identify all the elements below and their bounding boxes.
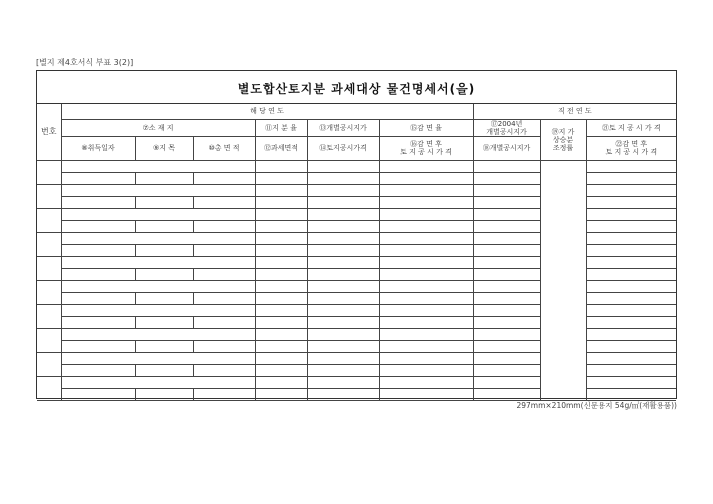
year-2004-price-cell[interactable] bbox=[473, 280, 540, 292]
land-official-price-cell[interactable] bbox=[307, 292, 379, 304]
header-land-price-rise-label: ⑲지 가 bbox=[551, 127, 575, 136]
taxable-area-cell[interactable] bbox=[255, 316, 307, 328]
header-after-reduction-sub: 토 지 공 시 가 격 bbox=[400, 148, 452, 156]
individual-price-prev-cell[interactable] bbox=[473, 388, 540, 400]
land-official-price-cell[interactable] bbox=[307, 268, 379, 280]
share-ratio-cell[interactable] bbox=[255, 280, 307, 292]
land-price-rise-cell[interactable] bbox=[540, 160, 586, 400]
location-cell[interactable] bbox=[61, 256, 255, 268]
location-cell[interactable] bbox=[61, 232, 255, 244]
after-reduction-prev-cell[interactable] bbox=[586, 244, 676, 256]
land-official-price-cell[interactable] bbox=[307, 388, 379, 400]
header-year-2004-label: ⑰2004년 bbox=[490, 119, 523, 128]
header-land-price-rise-sub2: 조정률 bbox=[552, 143, 574, 152]
after-reduction-cell[interactable] bbox=[379, 196, 473, 208]
land-category-cell[interactable] bbox=[135, 316, 193, 328]
share-ratio-cell[interactable] bbox=[255, 304, 307, 316]
taxable-area-cell[interactable] bbox=[255, 340, 307, 352]
after-reduction-cell[interactable] bbox=[379, 244, 473, 256]
individual-price-prev-cell[interactable] bbox=[473, 244, 540, 256]
reduction-rate-cell[interactable] bbox=[379, 256, 473, 268]
after-reduction-cell[interactable] bbox=[379, 172, 473, 184]
taxable-area-cell[interactable] bbox=[255, 292, 307, 304]
taxable-area-cell[interactable] bbox=[255, 364, 307, 376]
prev-land-price-cell[interactable] bbox=[586, 328, 676, 340]
entry-number-cell[interactable] bbox=[37, 328, 61, 352]
year-2004-price-cell[interactable] bbox=[473, 352, 540, 364]
after-reduction-cell[interactable] bbox=[379, 220, 473, 232]
entry-number-cell[interactable] bbox=[37, 280, 61, 304]
reduction-rate-cell[interactable] bbox=[379, 184, 473, 196]
reduction-rate-cell[interactable] bbox=[379, 208, 473, 220]
after-reduction-prev-cell[interactable] bbox=[586, 340, 676, 352]
location-cell[interactable] bbox=[61, 160, 255, 172]
individual-price-cell[interactable] bbox=[307, 160, 379, 172]
acquisition-date-cell[interactable] bbox=[61, 172, 135, 184]
prev-land-price-cell[interactable] bbox=[586, 376, 676, 388]
land-category-cell[interactable] bbox=[135, 244, 193, 256]
header-after-reduction-prev-sub: 토 지 공 시 가 격 bbox=[605, 148, 658, 156]
share-ratio-cell[interactable] bbox=[255, 184, 307, 196]
after-reduction-cell[interactable] bbox=[379, 292, 473, 304]
taxable-area-cell[interactable] bbox=[255, 268, 307, 280]
after-reduction-prev-cell[interactable] bbox=[586, 196, 676, 208]
header-share-ratio: ⑪지 분 율 bbox=[255, 119, 307, 136]
entry-number-cell[interactable] bbox=[37, 232, 61, 256]
header-individual-price-prev: ⑱개별공시지가 bbox=[473, 136, 540, 160]
prev-land-price-cell[interactable] bbox=[586, 256, 676, 268]
acquisition-date-cell[interactable] bbox=[61, 340, 135, 352]
reduction-rate-cell[interactable] bbox=[379, 352, 473, 364]
header-location: ⑦소 재 지 bbox=[61, 119, 255, 136]
after-reduction-cell[interactable] bbox=[379, 388, 473, 400]
header-number: 번호 bbox=[37, 104, 61, 160]
year-2004-price-cell[interactable] bbox=[473, 256, 540, 268]
after-reduction-prev-cell[interactable] bbox=[586, 364, 676, 376]
header-after-reduction-label: ⑯감 면 후 bbox=[410, 140, 442, 148]
land-category-cell[interactable] bbox=[135, 268, 193, 280]
acquisition-date-cell[interactable] bbox=[61, 292, 135, 304]
header-reduction-rate: ⑮감 면 율 bbox=[379, 119, 473, 136]
land-official-price-cell[interactable] bbox=[307, 220, 379, 232]
total-area-cell[interactable] bbox=[193, 388, 255, 400]
total-area-cell[interactable] bbox=[193, 292, 255, 304]
year-2004-price-cell[interactable] bbox=[473, 160, 540, 172]
land-category-cell[interactable] bbox=[135, 220, 193, 232]
after-reduction-cell[interactable] bbox=[379, 268, 473, 280]
header-current-year: 해 당 연 도 bbox=[61, 104, 473, 119]
entry-number-cell[interactable] bbox=[37, 256, 61, 280]
total-area-cell[interactable] bbox=[193, 316, 255, 328]
after-reduction-prev-cell[interactable] bbox=[586, 388, 676, 400]
reduction-rate-cell[interactable] bbox=[379, 328, 473, 340]
header-acquisition-date: ⑧취득일자 bbox=[61, 136, 135, 160]
year-2004-price-cell[interactable] bbox=[473, 184, 540, 196]
property-table bbox=[37, 104, 676, 401]
after-reduction-cell[interactable] bbox=[379, 364, 473, 376]
individual-price-cell[interactable] bbox=[307, 232, 379, 244]
land-category-cell[interactable] bbox=[135, 364, 193, 376]
form-box bbox=[36, 70, 677, 399]
individual-price-prev-cell[interactable] bbox=[473, 196, 540, 208]
entry-number-cell[interactable] bbox=[37, 208, 61, 232]
entry-number-cell[interactable] bbox=[37, 376, 61, 400]
individual-price-prev-cell[interactable] bbox=[473, 268, 540, 280]
after-reduction-cell[interactable] bbox=[379, 316, 473, 328]
paper-spec-note: 297mm×210mm(신문용지 54g/㎡(재활용품)) bbox=[516, 401, 677, 410]
prev-land-price-cell[interactable] bbox=[586, 352, 676, 364]
after-reduction-prev-cell[interactable] bbox=[586, 292, 676, 304]
individual-price-prev-cell[interactable] bbox=[473, 220, 540, 232]
individual-price-prev-cell[interactable] bbox=[473, 364, 540, 376]
land-official-price-cell[interactable] bbox=[307, 364, 379, 376]
land-official-price-cell[interactable] bbox=[307, 340, 379, 352]
land-official-price-cell[interactable] bbox=[307, 316, 379, 328]
individual-price-cell[interactable] bbox=[307, 280, 379, 292]
land-official-price-cell[interactable] bbox=[307, 244, 379, 256]
acquisition-date-cell[interactable] bbox=[61, 316, 135, 328]
taxable-area-cell[interactable] bbox=[255, 244, 307, 256]
entry-number-cell[interactable] bbox=[37, 184, 61, 208]
acquisition-date-cell[interactable] bbox=[61, 388, 135, 400]
acquisition-date-cell[interactable] bbox=[61, 244, 135, 256]
header-taxable-area: ⑫과세면적 bbox=[255, 136, 307, 160]
header-total-area: ⑩총 면 적 bbox=[193, 136, 255, 160]
share-ratio-cell[interactable] bbox=[255, 160, 307, 172]
individual-price-cell[interactable] bbox=[307, 304, 379, 316]
year-2004-price-cell[interactable] bbox=[473, 328, 540, 340]
reduction-rate-cell[interactable] bbox=[379, 376, 473, 388]
location-cell[interactable] bbox=[61, 328, 255, 340]
location-cell[interactable] bbox=[61, 184, 255, 196]
reduction-rate-cell[interactable] bbox=[379, 160, 473, 172]
taxable-area-cell[interactable] bbox=[255, 172, 307, 184]
taxable-area-cell[interactable] bbox=[255, 388, 307, 400]
share-ratio-cell[interactable] bbox=[255, 352, 307, 364]
prev-land-price-cell[interactable] bbox=[586, 160, 676, 172]
share-ratio-cell[interactable] bbox=[255, 208, 307, 220]
after-reduction-cell[interactable] bbox=[379, 340, 473, 352]
land-category-cell[interactable] bbox=[135, 340, 193, 352]
reduction-rate-cell[interactable] bbox=[379, 304, 473, 316]
individual-price-cell[interactable] bbox=[307, 352, 379, 364]
acquisition-date-cell[interactable] bbox=[61, 196, 135, 208]
individual-price-cell[interactable] bbox=[307, 256, 379, 268]
total-area-cell[interactable] bbox=[193, 196, 255, 208]
land-official-price-cell[interactable] bbox=[307, 172, 379, 184]
individual-price-prev-cell[interactable] bbox=[473, 316, 540, 328]
individual-price-cell[interactable] bbox=[307, 376, 379, 388]
header-land-price-rise-sub1: 상승분 bbox=[552, 135, 574, 144]
total-area-cell[interactable] bbox=[193, 244, 255, 256]
acquisition-date-cell[interactable] bbox=[61, 364, 135, 376]
year-2004-price-cell[interactable] bbox=[473, 376, 540, 388]
individual-price-prev-cell[interactable] bbox=[473, 340, 540, 352]
share-ratio-cell[interactable] bbox=[255, 256, 307, 268]
land-category-cell[interactable] bbox=[135, 172, 193, 184]
header-after-reduction-prev bbox=[586, 136, 676, 160]
header-after-reduction bbox=[379, 136, 473, 160]
form-title: 별도합산토지분 과세대상 물건명세서(을) bbox=[237, 82, 476, 96]
prev-land-price-cell[interactable] bbox=[586, 304, 676, 316]
entry-number-cell[interactable] bbox=[37, 160, 61, 184]
form-label: [별지 제4호서식 부표 3(2)] bbox=[36, 58, 134, 67]
location-cell[interactable] bbox=[61, 208, 255, 220]
after-reduction-prev-cell[interactable] bbox=[586, 316, 676, 328]
after-reduction-prev-cell[interactable] bbox=[586, 268, 676, 280]
individual-price-cell[interactable] bbox=[307, 328, 379, 340]
individual-price-cell[interactable] bbox=[307, 184, 379, 196]
total-area-cell[interactable] bbox=[193, 220, 255, 232]
header-after-reduction-prev-label: ㉒감 면 후 bbox=[615, 140, 648, 148]
header-land-category: ⑨지 목 bbox=[135, 136, 193, 160]
location-cell[interactable] bbox=[61, 304, 255, 316]
individual-price-cell[interactable] bbox=[307, 208, 379, 220]
header-prev-year: 직 전 연 도 bbox=[473, 104, 676, 119]
acquisition-date-cell[interactable] bbox=[61, 268, 135, 280]
header-year-2004-sub: 개별공시지가 bbox=[486, 127, 527, 136]
header-individual-price: ⑬개별공시지가 bbox=[307, 119, 379, 136]
reduction-rate-cell[interactable] bbox=[379, 232, 473, 244]
header-prev-land-price: ㉑토 지 공 시 가 격 bbox=[586, 119, 676, 136]
header-land-price-rise bbox=[540, 119, 586, 160]
after-reduction-prev-cell[interactable] bbox=[586, 220, 676, 232]
total-area-cell[interactable] bbox=[193, 172, 255, 184]
prev-land-price-cell[interactable] bbox=[586, 208, 676, 220]
location-cell[interactable] bbox=[61, 352, 255, 364]
title-band bbox=[37, 71, 676, 104]
year-2004-price-cell[interactable] bbox=[473, 232, 540, 244]
prev-land-price-cell[interactable] bbox=[586, 280, 676, 292]
total-area-cell[interactable] bbox=[193, 268, 255, 280]
total-area-cell[interactable] bbox=[193, 364, 255, 376]
location-cell[interactable] bbox=[61, 280, 255, 292]
year-2004-price-cell[interactable] bbox=[473, 208, 540, 220]
land-category-cell[interactable] bbox=[135, 292, 193, 304]
individual-price-prev-cell[interactable] bbox=[473, 292, 540, 304]
after-reduction-prev-cell[interactable] bbox=[586, 172, 676, 184]
year-2004-price-cell[interactable] bbox=[473, 304, 540, 316]
land-official-price-cell[interactable] bbox=[307, 196, 379, 208]
reduction-rate-cell[interactable] bbox=[379, 280, 473, 292]
header-year-2004 bbox=[473, 119, 540, 136]
taxable-area-cell[interactable] bbox=[255, 196, 307, 208]
acquisition-date-cell[interactable] bbox=[61, 220, 135, 232]
taxable-area-cell[interactable] bbox=[255, 220, 307, 232]
total-area-cell[interactable] bbox=[193, 340, 255, 352]
share-ratio-cell[interactable] bbox=[255, 328, 307, 340]
prev-land-price-cell[interactable] bbox=[586, 232, 676, 244]
location-cell[interactable] bbox=[61, 376, 255, 388]
land-category-cell[interactable] bbox=[135, 388, 193, 400]
individual-price-prev-cell[interactable] bbox=[473, 172, 540, 184]
entry-number-cell[interactable] bbox=[37, 352, 61, 376]
share-ratio-cell[interactable] bbox=[255, 232, 307, 244]
land-category-cell[interactable] bbox=[135, 196, 193, 208]
entry-number-cell[interactable] bbox=[37, 304, 61, 328]
header-land-official-price: ⑭토지공시가격 bbox=[307, 136, 379, 160]
prev-land-price-cell[interactable] bbox=[586, 184, 676, 196]
share-ratio-cell[interactable] bbox=[255, 376, 307, 388]
